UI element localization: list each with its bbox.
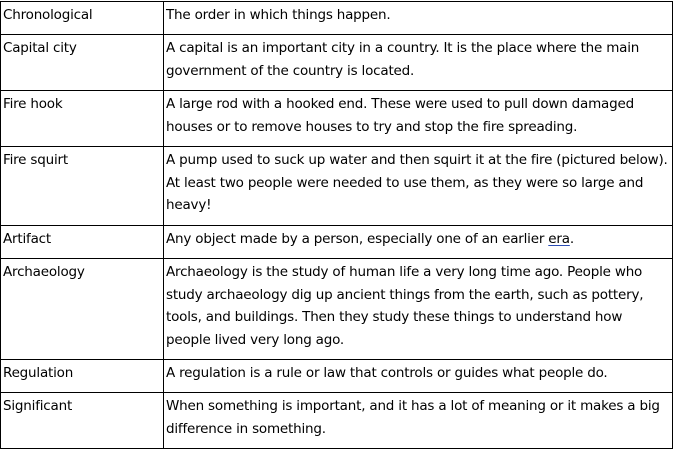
definition-cell: A large rod with a hooked end. These were used to pull down damaged houses or to remove houses to try and stop the fire spreading.	[164, 91, 673, 147]
term-cell: Chronological	[1, 2, 164, 35]
definition-cell: When something is important, and it has a lot of meaning or it makes a big difference in something.	[164, 393, 673, 449]
underlined-word: era	[548, 231, 570, 247]
definition-cell: A pump used to suck up water and then squirt it at the fire (pictured below). At least two people were needed to use them, as they were so large and heavy!	[164, 147, 673, 226]
glossary-row-capital-city	[1, 35, 673, 91]
glossary-row-significant	[1, 393, 673, 449]
definition-cell: Archaeology is the study of human life a very long time ago. People who study archaeology dig up ancient things from the earth, such as pottery, tools, and buildings. Then they study these things to understand how people lived very long ago.	[164, 259, 673, 360]
definition-cell: A capital is an important city in a country. It is the place where the main government of the country is located.	[164, 35, 673, 91]
definition-cell: A regulation is a rule or law that controls or guides what people do.	[164, 360, 673, 393]
definition-cell	[164, 226, 673, 259]
term-cell: Fire squirt	[1, 147, 164, 226]
term-cell: Artifact	[1, 226, 164, 259]
glossary-row-regulation	[1, 360, 673, 393]
glossary-row-fire-hook	[1, 91, 673, 147]
term-cell: Archaeology	[1, 259, 164, 360]
term-cell: Capital city	[1, 35, 164, 91]
glossary-row-fire-squirt	[1, 147, 673, 226]
glossary-row-artifact	[1, 226, 673, 259]
glossary-row-chronological	[1, 2, 673, 35]
term-cell: Fire hook	[1, 91, 164, 147]
term-cell: Significant	[1, 393, 164, 449]
definition-cell: The order in which things happen.	[164, 2, 673, 35]
glossary-row-archaeology	[1, 259, 673, 360]
definition-punctuation: .	[569, 231, 574, 247]
term-cell: Regulation	[1, 360, 164, 393]
definition-text: Any object made by a person, especially one of an earlier	[166, 231, 549, 247]
glossary-table	[0, 1, 673, 449]
